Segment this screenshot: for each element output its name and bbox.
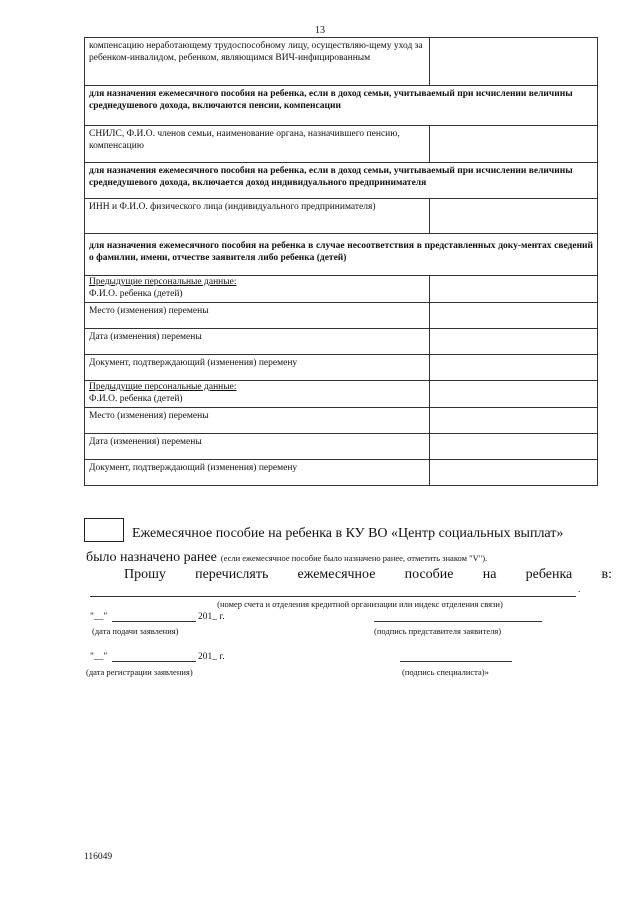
answer-cell[interactable] — [430, 199, 598, 234]
previous-data-cell — [85, 381, 430, 408]
request-word: ежемесячное — [297, 567, 376, 582]
page-number: 13 — [315, 25, 325, 36]
request-word: в: — [601, 567, 612, 582]
registration-date-year: 201_ г. — [198, 652, 225, 662]
account-line-period: . — [578, 585, 581, 595]
registration-date-line[interactable] — [112, 661, 196, 662]
change-date-cell: Дата (изменения) перемены — [85, 434, 430, 460]
change-document-cell: Документ, подтверждающий (изменения) перемену — [85, 460, 430, 486]
request-line — [124, 567, 612, 583]
change-place-cell: Место (изменения) перемены — [85, 408, 430, 434]
section-heading-name-mismatch: для назначения ежемесячного пособия на ребенка в случае несоответствия в представленных доку-ментах сведений о фамилии, имени, отчестве заявителя либо ребенка (детей) — [85, 234, 598, 276]
statement-line-2 — [86, 548, 616, 566]
specialist-signature-line[interactable] — [400, 661, 512, 662]
specialist-signature-caption: (подпись специалиста)» — [402, 667, 489, 677]
answer-cell[interactable] — [430, 329, 598, 355]
answer-cell[interactable] — [430, 276, 598, 303]
previous-data-label: Предыдущие персональные данные: — [89, 277, 237, 287]
answer-cell[interactable] — [430, 355, 598, 381]
answer-cell[interactable] — [430, 460, 598, 486]
previous-data-label: Предыдущие персональные данные: — [89, 382, 237, 392]
answer-cell[interactable] — [430, 408, 598, 434]
request-word: на — [482, 567, 497, 582]
previously-assigned-text: было назначено ранее — [86, 550, 217, 565]
change-date-cell: Дата (изменения) перемены — [85, 329, 430, 355]
application-date-caption: (дата подачи заявления) — [92, 626, 179, 636]
child-name-label: Ф.И.О. ребенка (детей) — [89, 394, 183, 404]
registration-date-caption: (дата регистрации заявления) — [86, 667, 193, 677]
previously-assigned-note: (если ежемесячное пособие было назначено ранее, отметить знаком "V"). — [220, 553, 488, 563]
answer-cell[interactable] — [430, 434, 598, 460]
previously-assigned-checkbox[interactable] — [84, 518, 124, 542]
application-form-table — [84, 37, 598, 486]
section-heading-pensions: для назначения ежемесячного пособия на ребенка, если в доход семьи, учитываемый при исчислении величины среднедушевого дохода, включаются пенсии, компенсации — [85, 86, 598, 126]
request-word: Прошу — [124, 567, 166, 582]
answer-cell[interactable] — [430, 126, 598, 163]
answer-cell[interactable] — [430, 381, 598, 408]
applicant-signature-line[interactable] — [374, 621, 542, 622]
child-name-label: Ф.И.О. ребенка (детей) — [89, 289, 183, 299]
inn-entrepreneur-cell: ИНН и Ф.И.О. физического лица (индивидуального предпринимателя) — [85, 199, 430, 234]
previous-data-cell — [85, 276, 430, 303]
applicant-signature-caption: (подпись представителя заявителя) — [374, 626, 502, 636]
footer-code: 116049 — [84, 852, 113, 862]
application-date-quote: "__" — [90, 612, 108, 622]
account-number-line[interactable] — [90, 596, 576, 597]
change-place-cell: Место (изменения) перемены — [85, 303, 430, 329]
statement-line-1: Ежемесячное пособие на ребенка в КУ ВО «Центр социальных выплат» — [132, 526, 564, 541]
application-date-year: 201_ г. — [198, 612, 225, 622]
answer-cell[interactable] — [430, 38, 598, 86]
disabled-child-care-compensation-cell: компенсацию неработающему трудоспособному лицу, осуществляю-щему уход за ребенком-инвалидом, ребенком, являющимся ВИЧ-инфицированным — [85, 38, 430, 86]
section-heading-entrepreneur: для назначения ежемесячного пособия на ребенка, если в доход семьи, учитываемый при исчислении величины среднедушевого дохода, включается доход индивидуального предпринимателя — [85, 163, 598, 199]
request-word: пособие — [404, 567, 454, 582]
request-word: перечислять — [195, 567, 269, 582]
request-word: ребенка — [525, 567, 573, 582]
application-date-line[interactable] — [112, 621, 196, 622]
snils-family-members-cell: СНИЛС, Ф.И.О. членов семьи, наименование органа, назначившего пенсию, компенсацию — [85, 126, 430, 163]
change-document-cell: Документ, подтверждающий (изменения) перемену — [85, 355, 430, 381]
account-caption: (номер счета и отделения кредитной организации или индекс отделения связи) — [217, 599, 503, 609]
answer-cell[interactable] — [430, 303, 598, 329]
registration-date-quote: "__" — [90, 652, 108, 662]
